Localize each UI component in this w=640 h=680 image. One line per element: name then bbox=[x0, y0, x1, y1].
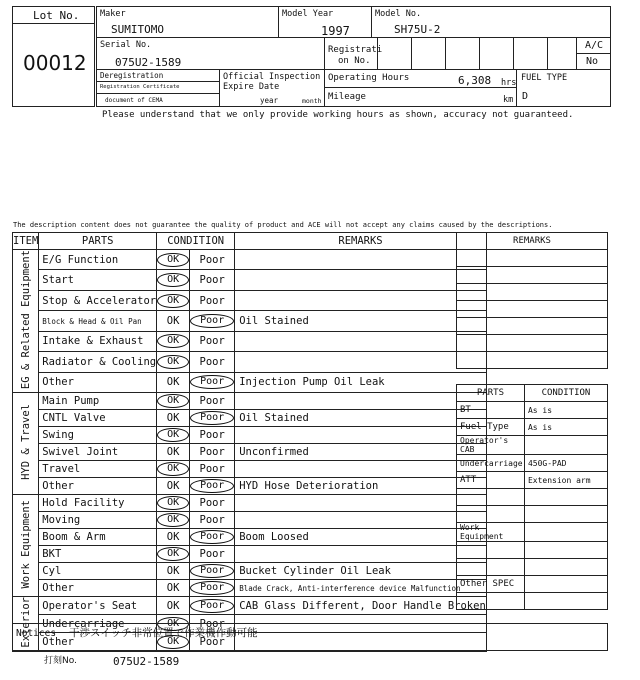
inspection-label-1: Official Inspection bbox=[223, 72, 321, 82]
ok-label: OK bbox=[166, 446, 180, 459]
ok-label: OK bbox=[157, 253, 189, 267]
disclaimer-text: The description content does not guarantee the quality of product and ACE will not accept any claims caused by the descriptions. bbox=[13, 221, 553, 229]
condition-ok-cell bbox=[157, 427, 190, 444]
spec-condition bbox=[524, 576, 607, 593]
poor-label: Poor bbox=[190, 411, 234, 425]
ok-label: OK bbox=[166, 531, 180, 544]
table-row bbox=[13, 495, 487, 512]
condition-ok-cell bbox=[157, 580, 190, 597]
spec-condition bbox=[524, 593, 607, 610]
poor-label: Poor bbox=[199, 636, 225, 649]
spec-row bbox=[457, 542, 608, 559]
side-remarks-row bbox=[457, 318, 608, 335]
part-name: Swing bbox=[39, 427, 157, 444]
ok-label: OK bbox=[157, 394, 189, 408]
notices-box bbox=[12, 623, 608, 651]
poor-label: Poor bbox=[190, 564, 234, 578]
model-year-cell bbox=[278, 6, 372, 38]
poor-label: Poor bbox=[199, 514, 225, 527]
side-remarks-row bbox=[457, 250, 608, 267]
remark bbox=[235, 250, 487, 270]
condition-ok-cell bbox=[157, 250, 190, 270]
remark bbox=[235, 331, 487, 351]
part-name: Operator's Seat bbox=[39, 597, 157, 615]
part-name: Radiator & Cooling bbox=[39, 352, 157, 372]
part-name: E/G Function bbox=[39, 250, 157, 270]
part-name: Boom & Arm bbox=[39, 529, 157, 546]
condition-poor-cell bbox=[190, 580, 235, 597]
condition-poor-cell bbox=[190, 444, 235, 461]
part-name: Stop & Accelerator bbox=[39, 290, 157, 310]
ok-label: OK bbox=[166, 315, 180, 328]
reg-cert-label: Registration Certificate bbox=[100, 84, 180, 90]
maker-value: SUMITOMO bbox=[111, 23, 164, 36]
lot-value-cell bbox=[12, 23, 95, 107]
group-label: HYD & Travel bbox=[19, 404, 32, 480]
header-item: ITEM bbox=[13, 233, 39, 250]
serial-label: Serial No. bbox=[100, 40, 152, 50]
part-name: Moving bbox=[39, 512, 157, 529]
ok-label: OK bbox=[157, 462, 189, 476]
spec-part bbox=[457, 559, 525, 576]
spec-part: BT bbox=[457, 402, 525, 419]
ok-label: OK bbox=[166, 480, 180, 493]
spec-part: Fuel Type bbox=[457, 419, 525, 436]
remark bbox=[235, 290, 487, 310]
remark bbox=[235, 393, 487, 410]
poor-label: Poor bbox=[190, 599, 234, 613]
inspection-cell bbox=[219, 69, 325, 107]
maker-label: Maker bbox=[100, 9, 126, 19]
condition-poor-cell bbox=[190, 372, 235, 392]
ok-label: OK bbox=[157, 428, 189, 442]
condition-ok-cell bbox=[157, 461, 190, 478]
spec-header-condition: CONDITION bbox=[524, 385, 607, 402]
spec-condition bbox=[524, 506, 607, 523]
spec-condition bbox=[524, 542, 607, 559]
remark bbox=[235, 352, 487, 372]
ok-label: OK bbox=[166, 582, 180, 595]
stamp-number: 075U2-1589 bbox=[113, 655, 180, 668]
remark: Bucket Cylinder Oil Leak bbox=[235, 563, 487, 580]
poor-label: Poor bbox=[190, 314, 234, 328]
condition-poor-cell bbox=[190, 512, 235, 529]
table-row bbox=[13, 270, 487, 290]
side-remarks-table bbox=[456, 232, 608, 369]
part-name: Travel bbox=[39, 461, 157, 478]
spec-row bbox=[457, 472, 608, 489]
ok-label: OK bbox=[157, 513, 189, 527]
poor-label: Poor bbox=[190, 375, 234, 389]
condition-poor-cell bbox=[190, 311, 235, 331]
spec-condition bbox=[524, 436, 607, 455]
spec-part bbox=[457, 593, 525, 610]
spec-condition bbox=[524, 559, 607, 576]
month-label: month bbox=[302, 97, 322, 105]
condition-ok-cell bbox=[157, 290, 190, 310]
ok-label: OK bbox=[166, 599, 180, 612]
condition-ok-cell bbox=[157, 393, 190, 410]
table-row bbox=[13, 444, 487, 461]
ac-value: No bbox=[586, 56, 599, 67]
poor-label: Poor bbox=[190, 581, 234, 595]
spec-part: Undercarriage bbox=[457, 455, 525, 472]
remark bbox=[235, 270, 487, 290]
ok-label: OK bbox=[157, 355, 189, 369]
poor-label: Poor bbox=[199, 446, 225, 459]
table-row bbox=[13, 461, 487, 478]
registration-label-2: on No. bbox=[338, 56, 371, 66]
condition-ok-cell bbox=[157, 597, 190, 615]
remark: Oil Stained bbox=[235, 410, 487, 427]
spec-row bbox=[457, 402, 608, 419]
remark bbox=[235, 427, 487, 444]
registration-label-1: Registrati bbox=[328, 45, 383, 55]
notices-label: Notices bbox=[16, 628, 57, 639]
spec-row bbox=[457, 593, 608, 610]
mileage-cell bbox=[324, 87, 517, 107]
remark bbox=[235, 461, 487, 478]
table-row bbox=[13, 597, 487, 615]
deregistration-label: Deregistration bbox=[100, 71, 164, 80]
condition-poor-cell bbox=[190, 427, 235, 444]
registration-box-2 bbox=[411, 37, 446, 70]
remark bbox=[235, 512, 487, 529]
year-label: year bbox=[260, 96, 279, 105]
part-name: Start bbox=[39, 270, 157, 290]
condition-ok-cell bbox=[157, 352, 190, 372]
condition-poor-cell bbox=[190, 478, 235, 495]
side-remarks-row bbox=[457, 267, 608, 284]
fuel-type-label: FUEL TYPE bbox=[521, 73, 568, 83]
condition-ok-cell bbox=[157, 311, 190, 331]
registration-box-4 bbox=[479, 37, 514, 70]
condition-ok-cell bbox=[157, 478, 190, 495]
poor-label: Poor bbox=[199, 274, 225, 287]
ok-label: OK bbox=[157, 334, 189, 348]
part-name: Other bbox=[39, 478, 157, 495]
spec-part: Other SPEC bbox=[457, 576, 525, 593]
table-row bbox=[13, 393, 487, 410]
condition-poor-cell bbox=[190, 290, 235, 310]
condition-poor-cell bbox=[190, 270, 235, 290]
part-name: Undercarriage bbox=[39, 615, 157, 633]
table-row bbox=[13, 352, 487, 372]
ok-label: OK bbox=[166, 376, 180, 389]
model-no-cell bbox=[371, 6, 611, 38]
condition-poor-cell bbox=[190, 546, 235, 563]
part-name: Block & Head & Oil Pan bbox=[39, 311, 157, 331]
condition-ok-cell bbox=[157, 410, 190, 427]
part-name: Cyl bbox=[39, 563, 157, 580]
spec-condition: As is bbox=[524, 402, 607, 419]
spec-header-parts: PARTS bbox=[457, 385, 525, 402]
group-label: EG & Related Equipment bbox=[19, 250, 32, 390]
side-remarks-row bbox=[457, 284, 608, 301]
remark: Oil Stained bbox=[235, 311, 487, 331]
spec-row bbox=[457, 489, 608, 506]
ok-label: OK bbox=[157, 496, 189, 510]
poor-label: Poor bbox=[199, 355, 225, 368]
condition-ok-cell bbox=[157, 563, 190, 580]
part-name: Other bbox=[39, 633, 157, 651]
fuel-type-value: D bbox=[522, 91, 529, 102]
spec-row bbox=[457, 576, 608, 593]
operating-hours-label: Operating Hours bbox=[328, 73, 410, 83]
part-name: BKT bbox=[39, 546, 157, 563]
remark: CAB Glass Different, Door Handle Broken bbox=[235, 597, 487, 615]
km-label: km bbox=[503, 95, 514, 105]
table-row bbox=[13, 331, 487, 351]
poor-label: Poor bbox=[199, 617, 225, 630]
poor-label: Poor bbox=[199, 463, 225, 476]
remark: Boom Loosed bbox=[235, 529, 487, 546]
operating-hours-cell bbox=[324, 69, 517, 88]
spec-table bbox=[456, 384, 608, 610]
poor-label: Poor bbox=[199, 253, 225, 266]
model-year-label: Model Year bbox=[282, 9, 334, 19]
table-row bbox=[13, 546, 487, 563]
poor-label: Poor bbox=[199, 335, 225, 348]
condition-ok-cell bbox=[157, 444, 190, 461]
ok-label: OK bbox=[166, 412, 180, 425]
side-remarks-header: REMARKS bbox=[457, 233, 608, 250]
condition-poor-cell bbox=[190, 410, 235, 427]
condition-poor-cell bbox=[190, 352, 235, 372]
spec-row bbox=[457, 559, 608, 576]
hours-accuracy-note: Please understand that we only provide working hours as shown, accuracy not guaranteed. bbox=[102, 110, 574, 120]
poor-label: Poor bbox=[190, 530, 234, 544]
spec-row bbox=[457, 506, 608, 523]
spec-part: Work Equipment bbox=[457, 523, 525, 542]
registration-box-6 bbox=[547, 37, 577, 70]
mileage-label: Mileage bbox=[328, 92, 366, 102]
condition-poor-cell bbox=[190, 250, 235, 270]
ac-value-cell bbox=[576, 53, 611, 70]
model-no-label: Model No. bbox=[375, 9, 422, 19]
spec-part bbox=[457, 506, 525, 523]
registration-box-1 bbox=[377, 37, 412, 70]
condition-ok-cell bbox=[157, 331, 190, 351]
cema-cell bbox=[96, 93, 220, 107]
ok-label: OK bbox=[157, 617, 189, 631]
serial-cell bbox=[96, 37, 325, 70]
poor-label: Poor bbox=[199, 429, 225, 442]
side-remarks-row bbox=[457, 335, 608, 352]
fuel-type-cell bbox=[516, 69, 611, 107]
ok-label: OK bbox=[166, 565, 180, 578]
ok-label: OK bbox=[157, 294, 189, 308]
table-row bbox=[13, 563, 487, 580]
spec-condition: 450G-PAD bbox=[524, 455, 607, 472]
ac-label-cell bbox=[576, 37, 611, 54]
spec-condition bbox=[524, 523, 607, 542]
poor-label: Poor bbox=[199, 395, 225, 408]
hrs-label: hrs bbox=[501, 78, 517, 88]
condition-poor-cell bbox=[190, 331, 235, 351]
spec-row bbox=[457, 436, 608, 455]
condition-ok-cell bbox=[157, 512, 190, 529]
group-label-cell bbox=[13, 393, 39, 495]
header-parts: PARTS bbox=[39, 233, 157, 250]
poor-label: Poor bbox=[190, 479, 234, 493]
ok-label: OK bbox=[157, 273, 189, 287]
condition-poor-cell bbox=[190, 495, 235, 512]
condition-poor-cell bbox=[190, 393, 235, 410]
part-name: Hold Facility bbox=[39, 495, 157, 512]
header-condition: CONDITION bbox=[157, 233, 235, 250]
remark bbox=[235, 546, 487, 563]
group-label-cell bbox=[13, 250, 39, 393]
table-row bbox=[13, 311, 487, 331]
spec-condition: Extension arm bbox=[524, 472, 607, 489]
side-remarks-row bbox=[457, 352, 608, 369]
spec-part: ATT bbox=[457, 472, 525, 489]
spec-row bbox=[457, 523, 608, 542]
spec-condition: As is bbox=[524, 419, 607, 436]
condition-ok-cell bbox=[157, 529, 190, 546]
remark: Injection Pump Oil Leak bbox=[235, 372, 487, 392]
operating-hours-value: 6,308 bbox=[458, 74, 492, 87]
inspection-table bbox=[12, 232, 487, 652]
registration-cell bbox=[324, 37, 383, 70]
table-row bbox=[13, 512, 487, 529]
ok-label: OK bbox=[157, 547, 189, 561]
side-remarks-row bbox=[457, 301, 608, 318]
maker-cell bbox=[96, 6, 279, 38]
spec-condition bbox=[524, 489, 607, 506]
group-label: Exterior bbox=[19, 597, 32, 648]
part-name: Main Pump bbox=[39, 393, 157, 410]
serial-value: 075U2-1589 bbox=[115, 56, 182, 69]
group-label: Work Equipment bbox=[19, 499, 32, 589]
notices-text: 干渉スイッチ非常位置で作業機作動可能 bbox=[69, 627, 258, 639]
cema-label: document of CEMA bbox=[105, 97, 163, 104]
remark: HYD Hose Deterioration bbox=[235, 478, 487, 495]
part-name: Intake & Exhaust bbox=[39, 331, 157, 351]
spec-part: Operator's CAB bbox=[457, 436, 525, 455]
spec-part bbox=[457, 542, 525, 559]
stamp-label: 打刻No. bbox=[44, 656, 77, 666]
condition-ok-cell bbox=[157, 546, 190, 563]
model-no-value: SH75U-2 bbox=[394, 23, 441, 36]
part-name: Other bbox=[39, 580, 157, 597]
part-name: Other bbox=[39, 372, 157, 392]
header-section bbox=[0, 0, 640, 120]
spec-row bbox=[457, 419, 608, 436]
table-row bbox=[13, 250, 487, 270]
table-row bbox=[13, 427, 487, 444]
table-row bbox=[13, 529, 487, 546]
condition-ok-cell bbox=[157, 270, 190, 290]
registration-box-5 bbox=[513, 37, 548, 70]
remark: Blade Crack, Anti-interference device Malfunction bbox=[235, 580, 487, 597]
table-row bbox=[13, 410, 487, 427]
lot-number: 00012 bbox=[23, 51, 87, 75]
spec-row bbox=[457, 455, 608, 472]
part-name: CNTL Valve bbox=[39, 410, 157, 427]
spec-part bbox=[457, 489, 525, 506]
remark: Unconfirmed bbox=[235, 444, 487, 461]
part-name: Swivel Joint bbox=[39, 444, 157, 461]
header-remarks: REMARKS bbox=[235, 233, 487, 250]
lot-label: Lot No. bbox=[33, 9, 80, 22]
registration-box-3 bbox=[445, 37, 480, 70]
condition-poor-cell bbox=[190, 529, 235, 546]
ok-label: OK bbox=[157, 635, 189, 649]
poor-label: Poor bbox=[199, 294, 225, 307]
condition-ok-cell bbox=[157, 495, 190, 512]
condition-poor-cell bbox=[190, 461, 235, 478]
lot-label-cell bbox=[12, 6, 95, 24]
condition-poor-cell bbox=[190, 563, 235, 580]
inspection-label-2: Expire Date bbox=[223, 82, 280, 92]
poor-label: Poor bbox=[199, 497, 225, 510]
table-row bbox=[13, 478, 487, 495]
group-label-cell bbox=[13, 495, 39, 597]
table-row bbox=[13, 290, 487, 310]
condition-poor-cell bbox=[190, 597, 235, 615]
table-row bbox=[13, 372, 487, 392]
remark bbox=[235, 495, 487, 512]
poor-label: Poor bbox=[199, 548, 225, 561]
table-row bbox=[13, 580, 487, 597]
ac-label: A/C bbox=[585, 40, 604, 51]
model-year-value: 1997 bbox=[321, 24, 350, 38]
condition-ok-cell bbox=[157, 372, 190, 392]
